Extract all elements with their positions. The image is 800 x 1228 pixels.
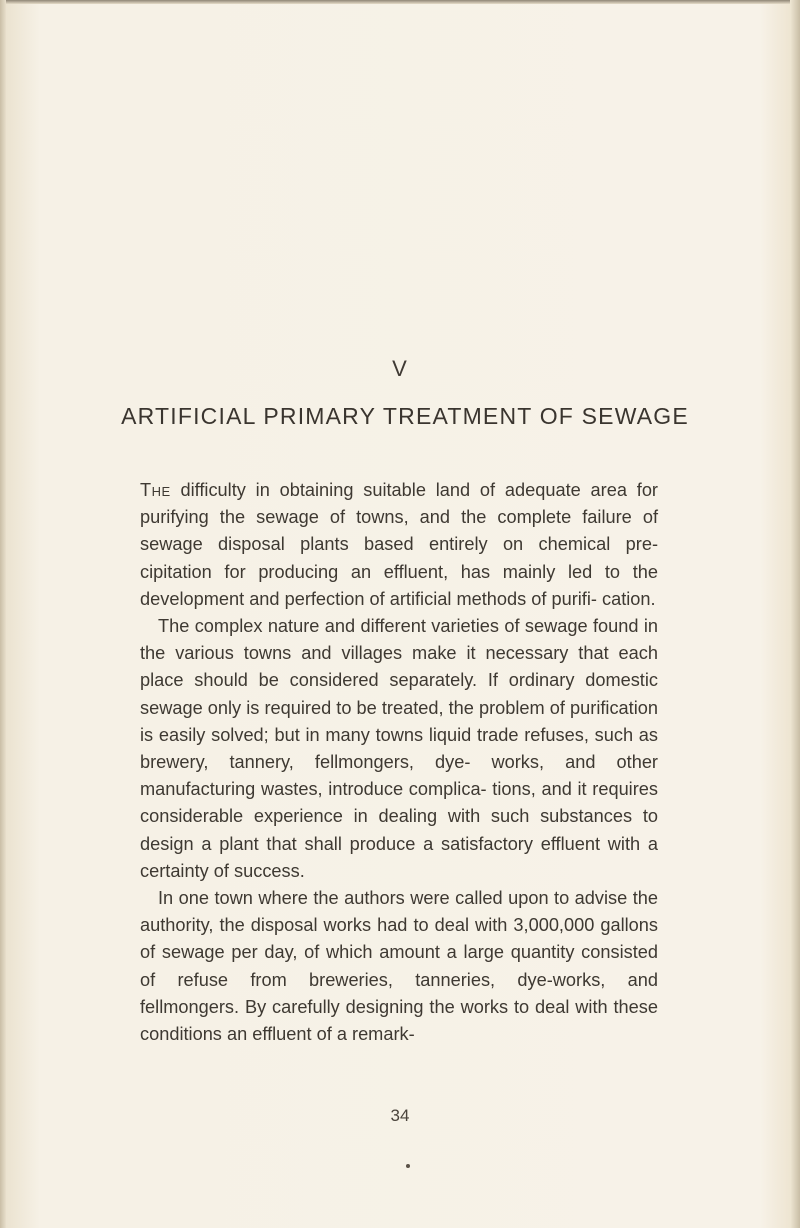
ink-speck (406, 1164, 410, 1168)
paragraph-2: The complex nature and different varieties of sewage found in the various towns and villages make it necessary that each place should be considered separately. If ordinary domestic sewage only is required to be treated, the problem of purification is easily solved; but in many towns liquid trade refuses, such as brewery, tannery, fellmongers, dye- works, and other manufacturing wastes, introduce complica- tions, and it requires considerable experience in dealing with such substances to design a plant that shall produce a satisfactory effluent with a certainty of success. (140, 616, 658, 881)
chapter-title: ARTIFICIAL PRIMARY TREATMENT OF SEWAGE (121, 403, 689, 429)
paragraph-1 (140, 477, 658, 613)
page-right-edge (790, 0, 800, 1228)
page-top-edge (0, 0, 800, 4)
page-left-edge (0, 0, 6, 1228)
paragraph-3: In one town where the authors were called upon to advise the authority, the disposal works had to deal with 3,000,000 gallons of sewage per day, of which amount a large quantity consisted of refuse from breweries, tanneries, dye-works, and fellmongers. By carefully designing the works to deal with these conditions an effluent of a remark- (140, 888, 658, 1045)
chapter-number: V (392, 356, 408, 381)
paragraph-1-text: difficulty in obtaining suitable land of adequate area for purifying the sewage of towns, and the complete failure of sewage disposal plants based entirely on chemical pre- cipitation for producing an effluent, has mainly led to the development and perfection of artificial methods of purifi- cation. (140, 480, 658, 609)
paragraph-1-lead: The (140, 480, 171, 500)
body-text (140, 477, 658, 1048)
page-number: 34 (390, 1106, 410, 1125)
